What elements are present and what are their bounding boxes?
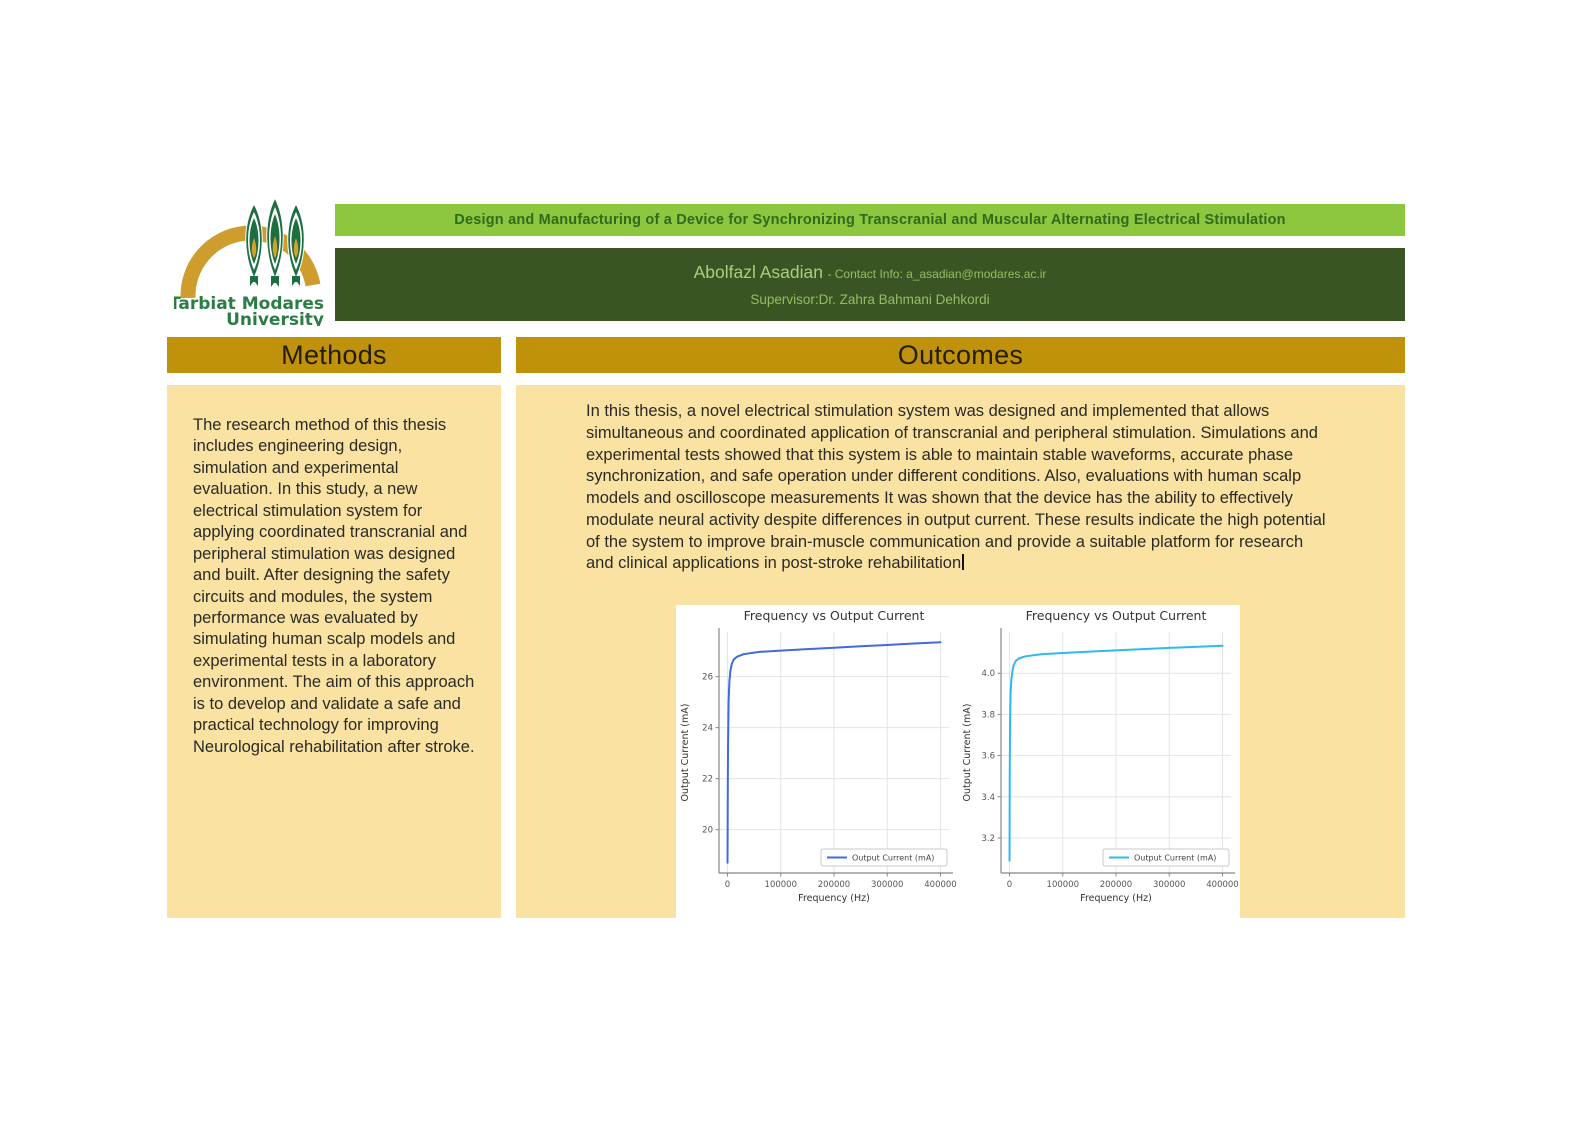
supervisor-line: Supervisor:Dr. Zahra Bahmani Dehkordi bbox=[750, 292, 990, 307]
svg-text:Frequency vs Output Current: Frequency vs Output Current bbox=[743, 608, 925, 623]
svg-text:20: 20 bbox=[702, 825, 713, 836]
svg-text:24: 24 bbox=[702, 723, 713, 734]
line-chart-svg bbox=[958, 605, 1240, 918]
svg-text:Output Current (mA): Output Current (mA) bbox=[962, 703, 973, 802]
svg-text:Output Current (mA): Output Current (mA) bbox=[680, 703, 691, 802]
svg-text:300000: 300000 bbox=[871, 880, 904, 890]
poster-title: Design and Manufacturing of a Device for Synchronizing Transcranial and Muscular Alternating Electrical Stimulation bbox=[454, 212, 1286, 228]
author-bar bbox=[335, 248, 1405, 321]
svg-text:100000: 100000 bbox=[1046, 880, 1079, 890]
svg-text:100000: 100000 bbox=[764, 880, 797, 890]
svg-text:0: 0 bbox=[1006, 880, 1013, 890]
university-logo bbox=[174, 196, 336, 326]
svg-text:Output Current (mA): Output Current (mA) bbox=[1134, 853, 1217, 863]
logo-tulips bbox=[246, 198, 305, 287]
svg-text:3.4: 3.4 bbox=[981, 792, 995, 803]
svg-text:400000: 400000 bbox=[1206, 880, 1239, 890]
svg-text:200000: 200000 bbox=[1099, 880, 1133, 890]
svg-text:200000: 200000 bbox=[817, 880, 851, 890]
outcomes-text: In this thesis, a novel electrical stimulation system was designed and implemented that allows simultaneous and coordinated application of transcranial and peripheral stimulation. Simulations and experimental tests showed that this system is able to maintain stable waveforms, accurate phase synchronization, and safe operation under different conditions. Also, evaluations with human scalp models and oscilloscope measurements It was shown that the device has the ability to effectively modulate neural activity despite differences in output current. These results indicate the high potential of the system to improve brain-muscle communication and provide a suitable platform for research and clinical applications in post-stroke rehabilitation bbox=[586, 402, 1326, 573]
outcomes-body-text[interactable] bbox=[516, 385, 1405, 575]
author-contact: - Contact Info: a_asadian@modares.ac.ir bbox=[827, 267, 1047, 281]
methods-heading: Methods bbox=[281, 339, 387, 370]
methods-header bbox=[167, 337, 501, 373]
svg-text:26: 26 bbox=[702, 672, 713, 683]
outcomes-heading: Outcomes bbox=[897, 339, 1024, 370]
svg-text:3.6: 3.6 bbox=[981, 751, 995, 762]
svg-text:4.0: 4.0 bbox=[981, 669, 995, 680]
charts-figure bbox=[676, 605, 1240, 918]
svg-text:Frequency (Hz): Frequency (Hz) bbox=[1080, 893, 1152, 904]
logo-text-line2: University bbox=[226, 310, 324, 326]
text-cursor bbox=[962, 554, 964, 570]
outcomes-header bbox=[516, 337, 1405, 373]
svg-text:Frequency vs Output Current: Frequency vs Output Current bbox=[1025, 608, 1207, 623]
university-logo-graphic bbox=[174, 196, 336, 326]
line-chart-svg bbox=[676, 605, 958, 918]
svg-text:22: 22 bbox=[702, 774, 713, 785]
svg-text:300000: 300000 bbox=[1153, 880, 1186, 890]
poster-title-bar bbox=[335, 204, 1405, 236]
svg-text:Output Current (mA): Output Current (mA) bbox=[852, 853, 935, 863]
author-line bbox=[694, 262, 1047, 283]
author-name: Abolfazl Asadian bbox=[693, 262, 823, 282]
methods-panel bbox=[167, 385, 501, 918]
svg-text:0: 0 bbox=[724, 880, 731, 890]
svg-text:3.8: 3.8 bbox=[981, 710, 995, 721]
methods-body-text: The research method of this thesis includes engineering design, simulation and experimental evaluation. In this study, a new electrical stimulation system for applying coordinated transcranial and peripheral stimulation was designed and built. After designing the safety circuits and modules, the system performance was evaluated by simulating human scalp models and experimental tests in a laboratory environment. The aim of this approach is to develop and validate a safe and practical technology for improving Neurological rehabilitation after stroke. bbox=[193, 416, 475, 756]
frequency-vs-output-current-chart-blue bbox=[676, 605, 958, 918]
logo-text-line1: Tarbiat Modares bbox=[174, 294, 324, 314]
svg-text:Frequency (Hz): Frequency (Hz) bbox=[798, 893, 870, 904]
frequency-vs-output-current-chart-cyan bbox=[958, 605, 1240, 918]
svg-text:400000: 400000 bbox=[924, 880, 957, 890]
svg-text:3.2: 3.2 bbox=[981, 833, 995, 844]
